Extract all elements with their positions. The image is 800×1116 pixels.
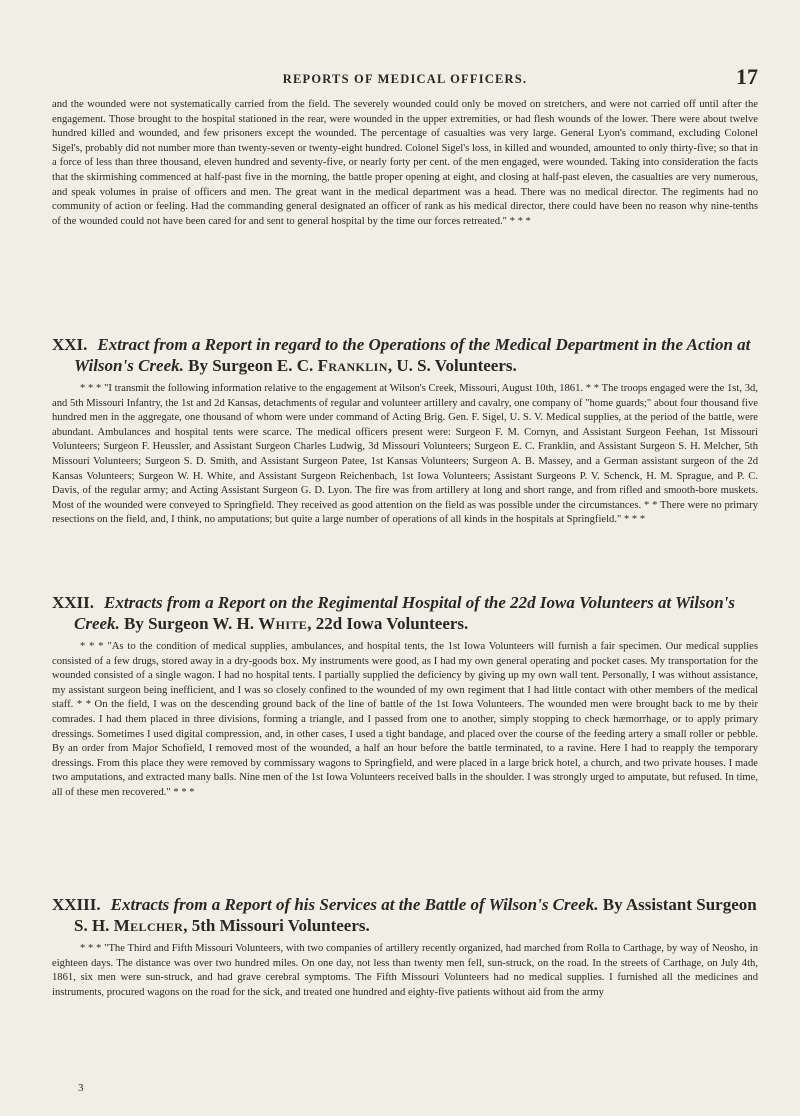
byline-suffix: , 22d Iowa Volunteers. xyxy=(307,614,469,633)
byline-name: White xyxy=(258,614,308,633)
section-title-italic: Extracts from a Report on the Regimental Hospital of the 22d Iowa Volunteers at Wilson's Creek. xyxy=(74,593,736,633)
section-xxi xyxy=(52,334,758,528)
section-title-italic: Extract from a Report in regard to the Operations of the Medical Department in the Action at Wilson's Creek. xyxy=(74,335,751,375)
byline-prefix: By Surgeon W. H. xyxy=(124,614,254,633)
page-header xyxy=(52,0,758,100)
section-number: XXIII. xyxy=(52,895,101,914)
section-xxiii xyxy=(52,894,758,1000)
section-title xyxy=(52,894,758,936)
section-number: XXI. xyxy=(52,335,88,354)
byline-prefix: By Assistant Surgeon S. H. xyxy=(74,895,757,935)
byline-suffix: , U. S. Volunteers. xyxy=(387,356,517,375)
section-xxii xyxy=(52,592,758,801)
section-text: * * * "The Third and Fifth Missouri Volunteers, with two companies of artillery recently organized, had marched from Rolla to Carthage, by way of Neosho, in eighteen days. The distance was over two hundred miles. On one day, not less than twenty men fell, sun-struck, on the road. In the streets of Carthage, on July 4th, 1861, six men were sun-struck, and had grave cerebral symptoms. The Fifth Missouri Volunteers had no medical supplies. I furnished all the medicines and instruments, procured wagons on the road for the sick, and treated one hundred and eighty-five patients without aid from the army xyxy=(52,943,758,998)
byline-name: Franklin xyxy=(317,356,388,375)
intro-section xyxy=(52,98,758,229)
section-title xyxy=(52,592,758,634)
running-head: REPORTS OF MEDICAL OFFICERS. xyxy=(282,72,528,86)
signature-mark: 3 xyxy=(78,1082,84,1094)
byline-prefix: By Surgeon E. C. xyxy=(188,356,314,375)
section-text: * * * "I transmit the following information relative to the engagement at Wilson's Creek, Missouri, August 10th, 1861. * * The troops engaged were the 1st, 3d, and 5th Missouri Infantry, the 1st and 2d Kansas, detachments of regular and volunteer artillery and cavalry, one company of "home guards;" about four thousand five hundred men in the aggregate, one thousand of whom were under command of Acting Brig. Gen. F. Sigel, U. S. V. Medical supplies, at the period of the battle, were abundant. Ambulances and hospital tents were scarce. The medical officers present were: Surgeon F. M. Cornyn, and Assistant Surgeon Feehan, 1st Missouri Volunteers; Surgeon F. Heussler, and Assistant Surgeon Charles Ludwig, 3d Missouri Volunteers; Surgeon E. C. Franklin, and Assistant Surgeon S. H. Melcher, 5th Missouri Volunteers; Surgeon S. D. Smith, and Assistant Surgeon Patee, 1st Kansas Volunteers; Surgeon A. B. Massey, and a German assistant surgeon of the 2d Kansas Volunteers; Surgeon W. H. White, and Assistant Surgeon Reichenbach, 1st Iowa Volunteers; Assistant Surgeons P. V. Schenck, H. M. Sprague, and P. C. Davis, of the regular army; and Acting Assistant Surgeon G. D. Lyon. The fire was from artillery at long and short range, and from rifled and smooth-bore muskets. Most of the wounded were conveyed to Springfield. They received as good attention on the field as was possible under the circumstances. * * There were no primary resections on the field, and, I think, no amputations; but quite a large number of operations of all kinds in the hospitals at Springfield." * * * xyxy=(52,383,758,526)
intro-paragraph: and the wounded were not systematically carried from the field. The severely wounded could only be moved on stretchers, and were not carried off until after the engagement. Those brought to the hospital stationed in the rear, were wounded in the upper extremities, or had flesh wounds of the lower. There were about twelve hundred killed and wounded, and few prisoners except the wounded. The percentage of casualties was very large. General Lyon's command, excluding Colonel Sigel's, probably did not number more than twenty-seven or twenty-eight hundred. Colonel Sigel's loss, in killed and wounded, amounted to only thirty-five; so that in a force of less than three thousand, eleven hundred and seventy-five, or nearly forty per cent. of the men engaged, were wounded. Taking into consideration the facts that the skirmishing commenced at half-past five in the morning, the battle proper opening at eight, and closing at half-past eleven, the casualties are very numerous, and speak volumes in praise of officers and men. The great want in the medical department was a head. There was no medical director. The regiments had no community of action or feeling. Had the commanding general designated an officer of rank as his medical director, there could have been no reason why nine-tenths of the wounded could not have been cared for and sent to general hospital by the time our forces retreated." * * * xyxy=(52,99,758,227)
page-number: 17 xyxy=(736,64,758,89)
section-title xyxy=(52,334,758,376)
byline-suffix: , 5th Missouri Volunteers. xyxy=(183,916,370,935)
byline-name: Melcher xyxy=(113,916,184,935)
section-text: * * * "As to the condition of medical supplies, ambulances, and hospital tents, the 1st Iowa Volunteers will furnish a fair specimen. Our medical supplies consisted of a few drugs, stored away in a dry-goods box. My instruments were good, as I had my own general operating and pocket cases. My transportation for the wounded consisted of a single wagon. I had no hospital tents. I partially supplied the deficiency by giving up my own wall tent. Personally, I was without assistance, my assistant surgeon being inefficient, and I was so closely confined to the wounded of my own regiment that I had little contact with other members of the medical staff. * * On the field, I was on the descending ground back of the line of battle of the 1st Iowa Volunteers. The wounded men were brought back to me by their comrades. I had them placed in three divisions, forming a triangle, and I passed from one to another, simply stopping to check hæmorrhage, or to apply primary dressings. Sometimes I used digital compression, and, in other cases, I used a tight bandage, and placed over the course of the feeding artery a small roller or pebble. By an order from Major Schofield, I removed most of the wounded, a half an hour before the battle terminated, to a ravine. Here I had to reapply the temporary dressings. From this place they were removed by commissary wagons to Springfield, and were placed in a large brick hotel, a church, and two private houses. I made two amputations, and extracted many balls. Nine men of the 1st Iowa Volunteers received balls in the shoulder. I was strongly urged to amputate, but refused. In time, all of these men recovered." * * * xyxy=(52,641,758,798)
document-page xyxy=(52,0,758,1094)
section-title-italic: Extracts from a Report of his Services at the Battle of Wilson's Creek. xyxy=(110,895,599,914)
section-number: XXII. xyxy=(52,593,95,612)
